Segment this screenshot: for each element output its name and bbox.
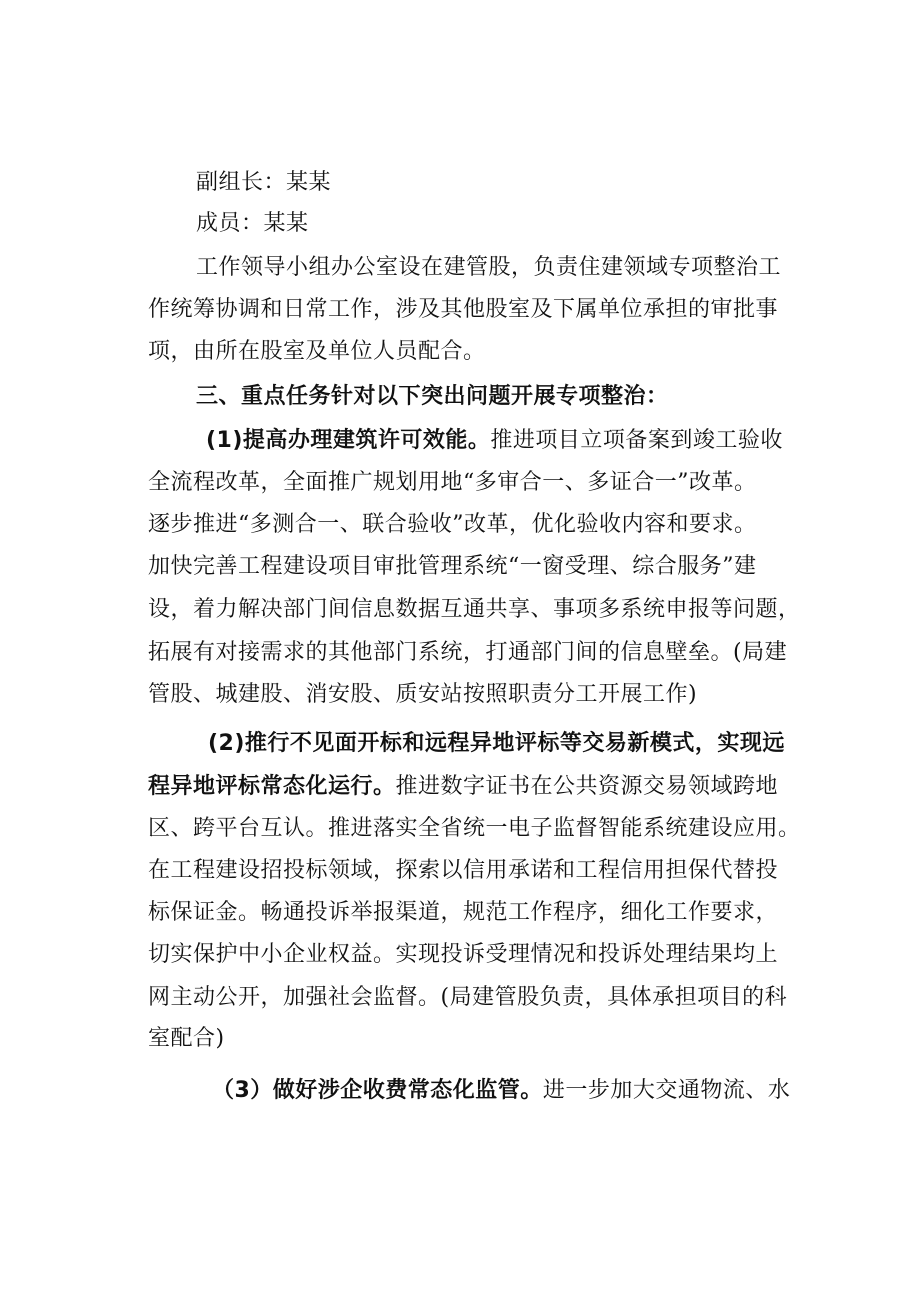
body-line	[148, 596, 801, 624]
body-line	[148, 639, 787, 667]
body-line	[196, 210, 309, 238]
line-text: 逐步推进“多测合一、联合验收”改革，优化验收内容和要求。	[148, 512, 757, 537]
body-line	[148, 469, 757, 497]
body-line	[148, 984, 787, 1012]
body-line	[206, 427, 783, 455]
line-text: 推进数字证书在公共资源交易领域跨地	[395, 774, 779, 799]
line-text: 作统筹协调和日常工作，涉及其他股室及下属单位承担的审批事	[148, 297, 779, 322]
line-text: 工作领导小组办公室设在建管股，负责住建领域专项整治工	[196, 255, 782, 280]
line-text: 项，由所在股室及单位人员配合。	[148, 339, 486, 364]
line-text: 切实保护中小企业权益。实现投诉受理情况和投诉处理结果均上	[148, 942, 779, 967]
line-text: 管股、城建股、消安股、质安站按照职责分工开展工作)	[148, 682, 698, 707]
body-line	[148, 681, 697, 709]
line-text: 成员：某某	[196, 211, 309, 236]
line-text: 标保证金。畅通投诉举报渠道，规范工作程序，细化工作要求，	[148, 900, 779, 925]
line-text: 拓展有对接需求的其他部门系统，打通部门间的信息壁垒。(局建	[148, 640, 788, 665]
heading-text: 三、重点任务针对以下突出问题开展专项整治：	[196, 384, 669, 409]
item-title: （3）做好涉企收费常态化监管。	[212, 1078, 543, 1103]
body-line	[148, 773, 778, 801]
line-text: 推进项目立项备案到竣工验收	[490, 428, 783, 453]
section-heading	[196, 383, 669, 411]
body-line	[148, 1025, 225, 1053]
body-line	[148, 941, 778, 969]
item-title: 程异地评标常态化运行。	[148, 774, 396, 799]
body-line	[148, 338, 486, 366]
line-text: 在工程建设招投标领域，探索以信用承诺和工程信用担保代替投	[148, 858, 779, 883]
line-text: 副组长：某某	[196, 170, 332, 195]
body-line	[148, 815, 801, 843]
line-text: 设，着力解决部门间信息数据互通共享、事项多系统申报等问题，	[148, 597, 801, 622]
line-text: 加快完善工程建设项目审批管理系统“一窗受理、综合服务”建	[148, 554, 757, 579]
body-line	[196, 254, 781, 282]
line-text: 网主动公开，加强社会监督。(局建管股负责，具体承担项目的科	[148, 985, 788, 1010]
body-line	[148, 296, 778, 324]
item-title: (2)推行不见面开标和远程异地评标等交易新模式，实现远	[208, 731, 785, 756]
line-text: 室配合)	[148, 1026, 225, 1051]
line-text: 区、跨平台互认。推进落实全省统一电子监督智能系统建设应用。	[148, 816, 801, 841]
body-line	[148, 857, 778, 885]
item-title: (1)提高办理建筑许可效能。	[206, 428, 491, 453]
body-line	[148, 899, 778, 927]
body-line	[212, 1077, 790, 1105]
line-text: 进一步加大交通物流、水	[542, 1078, 791, 1103]
body-line	[196, 169, 331, 197]
body-line	[208, 730, 785, 758]
body-line	[148, 553, 757, 581]
body-line	[148, 511, 757, 539]
line-text: 全流程改革，全面推广规划用地“多审合一、多证合一”改革。	[148, 470, 757, 495]
